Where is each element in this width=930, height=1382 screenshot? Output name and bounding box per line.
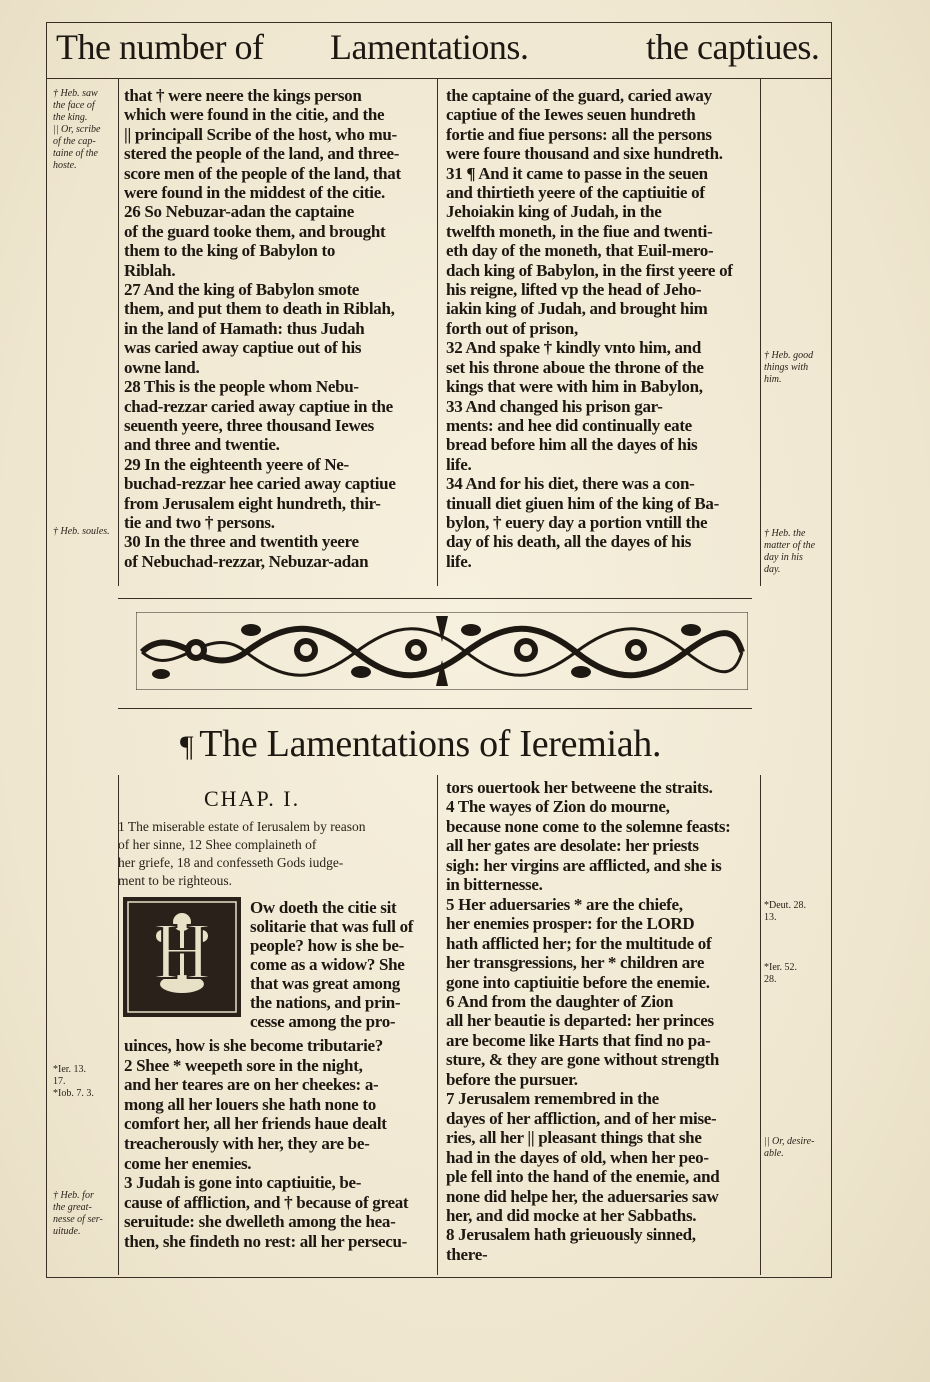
initial-letter: H [153,908,211,996]
text-line: || Or, scribe [53,124,101,135]
margin-note [53,1190,103,1238]
text-line: gone into captiuitie before the enemie. [446,972,710,992]
text-line: that † were neere the kings person [124,86,362,105]
text-line: because none come to the solemne feasts: [446,816,731,836]
text-line: in bitternesse. [446,875,543,895]
text-line: the face of [53,100,95,111]
text-line: from Jerusalem eight hundreth, thir- [124,493,381,513]
text-line: *Ier. 52. [764,962,798,973]
text-line: score men of the people of the land, that [124,163,401,183]
margin-note [764,1136,814,1160]
text-line: day. [764,564,781,575]
ornamental-band [136,612,748,690]
text-line: were foure thousand and sixe hundreth. [446,144,723,164]
text-line: of the cap- [53,136,96,147]
text-line: 32 And spake † kindly vnto him, and [446,338,701,358]
text-line: which were found in the citie, and the [124,105,385,125]
text-line: hath afflicted her; for the multitude of [446,933,712,953]
column-divider-top [437,78,438,586]
text-line: 4 The wayes of Zion do mourne, [446,797,670,817]
text-line: things with [764,362,809,373]
text-line: buchad-rezzar hee caried away captiue [124,474,396,494]
text-line: 6 And from the daughter of Zion [446,991,674,1011]
text-line: none did helpe her, the aduersaries saw [446,1186,719,1206]
text-line: sigh: her virgins are afflicted, and she is [446,855,722,875]
text-line: 5 Her aduersaries * are the chiefe, [446,894,683,914]
text-line: day of his death, all the dayes of his [446,532,692,552]
text-line: people? how is she be- [250,936,404,955]
text-line: 2 Shee * weepeth sore in the night, [124,1055,363,1075]
text-line: treacherously with her, they are be- [124,1133,370,1153]
text-line: tinuall diet giuen him of the king of Ba- [446,493,719,513]
text-line: chad-rezzar caried away captiue in the [124,396,393,416]
text-line: are become like Harts that find no pa- [446,1030,711,1050]
chapter-summary [118,818,366,890]
text-line: Ow doeth the citie sit [250,898,397,917]
text-line: † Heb. saw [53,88,98,99]
text-line: sture, & they are gone without strength [446,1050,720,1070]
text-line: † Heb. soules. [53,526,110,537]
book-title-text: The Lamentations of Ieremiah. [199,723,662,765]
text-line: and thirtieth yeere of the captiuitie of [446,183,705,203]
text-line: them to the king of Babylon to [124,241,336,261]
text-line: all her gates are desolate: her priests [446,836,699,856]
text-line: 31 ¶ And it came to passe in the seuen [446,163,708,183]
text-line: her enemies prosper: for the LORD [446,914,695,934]
text-line: had in the dayes of old, when her peo- [446,1147,709,1167]
text-line: then, she findeth no rest: all her persecu- [124,1231,408,1251]
text-line: them, and put them to death in Riblah, [124,299,395,319]
text-line: the king. [53,112,88,123]
text-line: 17. [53,1076,66,1087]
text-line: the great- [53,1202,92,1213]
text-line: matter of the [764,540,816,551]
text-line: and three and twentie. [124,435,280,455]
text-line: forth out of prison, [446,318,578,338]
text-line: 7 Jerusalem remembred in the [446,1089,659,1109]
text-line: that was great among [250,974,400,993]
text-line: iakin king of Judah, and brought him [446,299,708,319]
text-line: mong all her louers she hath none to [124,1094,376,1114]
text-line: his reigne, lifted vp the head of Jeho- [446,280,702,300]
text-line: come her enemies. [124,1153,252,1173]
text-line: life. [446,551,472,571]
header-rule [46,78,832,79]
text-line: of her sinne, 12 Shee complaineth of [118,837,317,852]
text-line: was caried away captiue out of his [124,338,362,358]
section-rule-2 [118,708,752,709]
text-line: nesse of ser- [53,1214,103,1225]
header-center: Lamentations. [330,27,529,67]
text-line: uitude. [53,1226,81,1237]
text-line: the captaine of the guard, caried away [446,86,712,105]
text-line: come as a widow? She [250,955,405,974]
text-line: the nations, and prin- [250,993,401,1012]
running-header [52,26,828,74]
text-column-bottom-left [124,1036,408,1252]
text-line: owne land. [124,357,200,377]
pilcrow-mark: ¶ [180,730,194,763]
text-line: able. [764,1148,784,1159]
text-line: hoste. [53,160,77,171]
text-line: her griefe, 18 and confesseth Gods iudge- [118,855,344,870]
text-line: twelfth moneth, in the fiue and twenti- [446,221,713,241]
text-column-top-left [124,86,401,571]
text-line: day in his [764,552,803,563]
text-line: 28 This is the people whom Nebu- [124,377,359,397]
margin-note [764,350,813,386]
header-right: the captiues. [646,27,820,67]
right-margin-rule-bottom [760,775,761,1275]
text-line: bylon, † euery day a portion vntill the [446,512,708,532]
text-line: of the guard tooke them, and brought [124,221,386,241]
text-line: solitarie that was full of [250,917,414,936]
text-line: bread before him all the dayes of his [446,435,698,455]
text-line: him. [764,374,782,385]
margin-note [764,528,815,576]
text-line: stered the people of the land, and three- [124,144,400,164]
text-line: † Heb. for [53,1190,94,1201]
text-line: cause of affliction, and † because of great [124,1192,409,1212]
text-line: ries, all her || pleasant things that she [446,1128,702,1148]
text-line: taine of the [53,148,98,159]
text-line: seuenth yeere, three thousand Iewes [124,415,374,435]
text-line: 34 And for his diet, there was a con- [446,474,695,494]
text-line: † Heb. good [764,350,814,361]
text-line: life. [446,454,472,474]
column-divider-bottom [437,775,438,1275]
book-title [180,722,661,766]
chapter-heading: CHAP. I. [204,786,301,811]
text-line: there- [446,1244,488,1264]
text-line: 29 In the eighteenth yeere of Ne- [124,454,349,474]
text-line: † Heb. the [764,528,806,539]
text-line: eth day of the moneth, that Euil-mero- [446,241,714,261]
text-line: *Iob. 7. 3. [53,1088,94,1099]
margin-note [764,900,806,924]
text-line: 1 The miserable estate of Ierusalem by reason [118,819,366,834]
text-line: set his throne aboue the throne of the [446,357,704,377]
right-margin-rule-top [760,78,761,586]
text-line: cesse among the pro- [250,1012,396,1031]
text-line: 26 So Nebuzar-adan the captaine [124,202,354,222]
text-line: kings that were with him in Babylon, [446,377,703,397]
text-line: || principall Scribe of the host, who mu- [124,124,397,144]
text-line: ments: and hee did continually eate [446,415,692,435]
text-line: 13. [764,912,777,923]
text-line: captiue of the Iewes seuen hundreth [446,105,696,125]
text-line: dach king of Babylon, in the first yeere of [446,260,733,280]
text-line: dayes of her affliction, and of her mise- [446,1108,717,1128]
left-margin-rule-top [118,78,119,586]
decorated-initial-h [122,896,242,1018]
margin-note [53,1064,94,1100]
text-line: fortie and fiue persons: all the persons [446,124,712,144]
section-rule-1 [118,598,752,599]
text-line: 3 Judah is gone into captiuitie, be- [124,1173,362,1193]
initial-wrap-lines [250,898,413,1031]
text-line: comfort her, all her friends haue dealt [124,1114,387,1134]
margin-note [53,88,100,172]
text-line: and her teares are on her cheekes: a- [124,1075,379,1095]
text-line: 33 And changed his prison gar- [446,396,663,416]
margin-note [53,526,110,538]
text-line: 30 In the three and twentith yeere [124,532,359,552]
text-line: 27 And the king of Babylon smote [124,280,360,300]
text-line: her transgressions, her * children are [446,953,705,973]
text-line: tors ouertook her betweene the straits. [446,778,713,797]
text-column-top-right [446,86,733,571]
text-line: Jehoiakin king of Judah, in the [446,202,662,222]
text-line: ple fell into the hand of the enemie, and [446,1167,720,1187]
text-line: were found in the middest of the citie. [124,183,385,203]
text-line: her, and did mocke at her Sabbaths. [446,1205,697,1225]
text-line: 28. [764,974,777,985]
text-line: all her beautie is departed: her princes [446,1011,714,1031]
text-line: uinces, how is she become tributarie? [124,1036,383,1055]
text-line: tie and two † persons. [124,512,275,532]
text-line: *Ier. 13. [53,1064,87,1075]
text-line: in the land of Hamath: thus Judah [124,318,365,338]
text-column-bottom-right [446,778,731,1264]
text-line: of Nebuchad-rezzar, Nebuzar-adan [124,551,369,571]
text-line: ment to be righteous. [118,873,232,888]
text-line: 8 Jerusalem hath grieuously sinned, [446,1225,696,1245]
text-line: || Or, desire- [764,1136,815,1147]
header-left: The number of [56,27,264,67]
text-line: *Deut. 28. [764,900,806,911]
margin-note [764,962,797,986]
text-line: Riblah. [124,260,176,280]
text-line: seruitude: she dwelleth among the hea- [124,1212,396,1232]
text-line: before the pursuer. [446,1069,578,1089]
